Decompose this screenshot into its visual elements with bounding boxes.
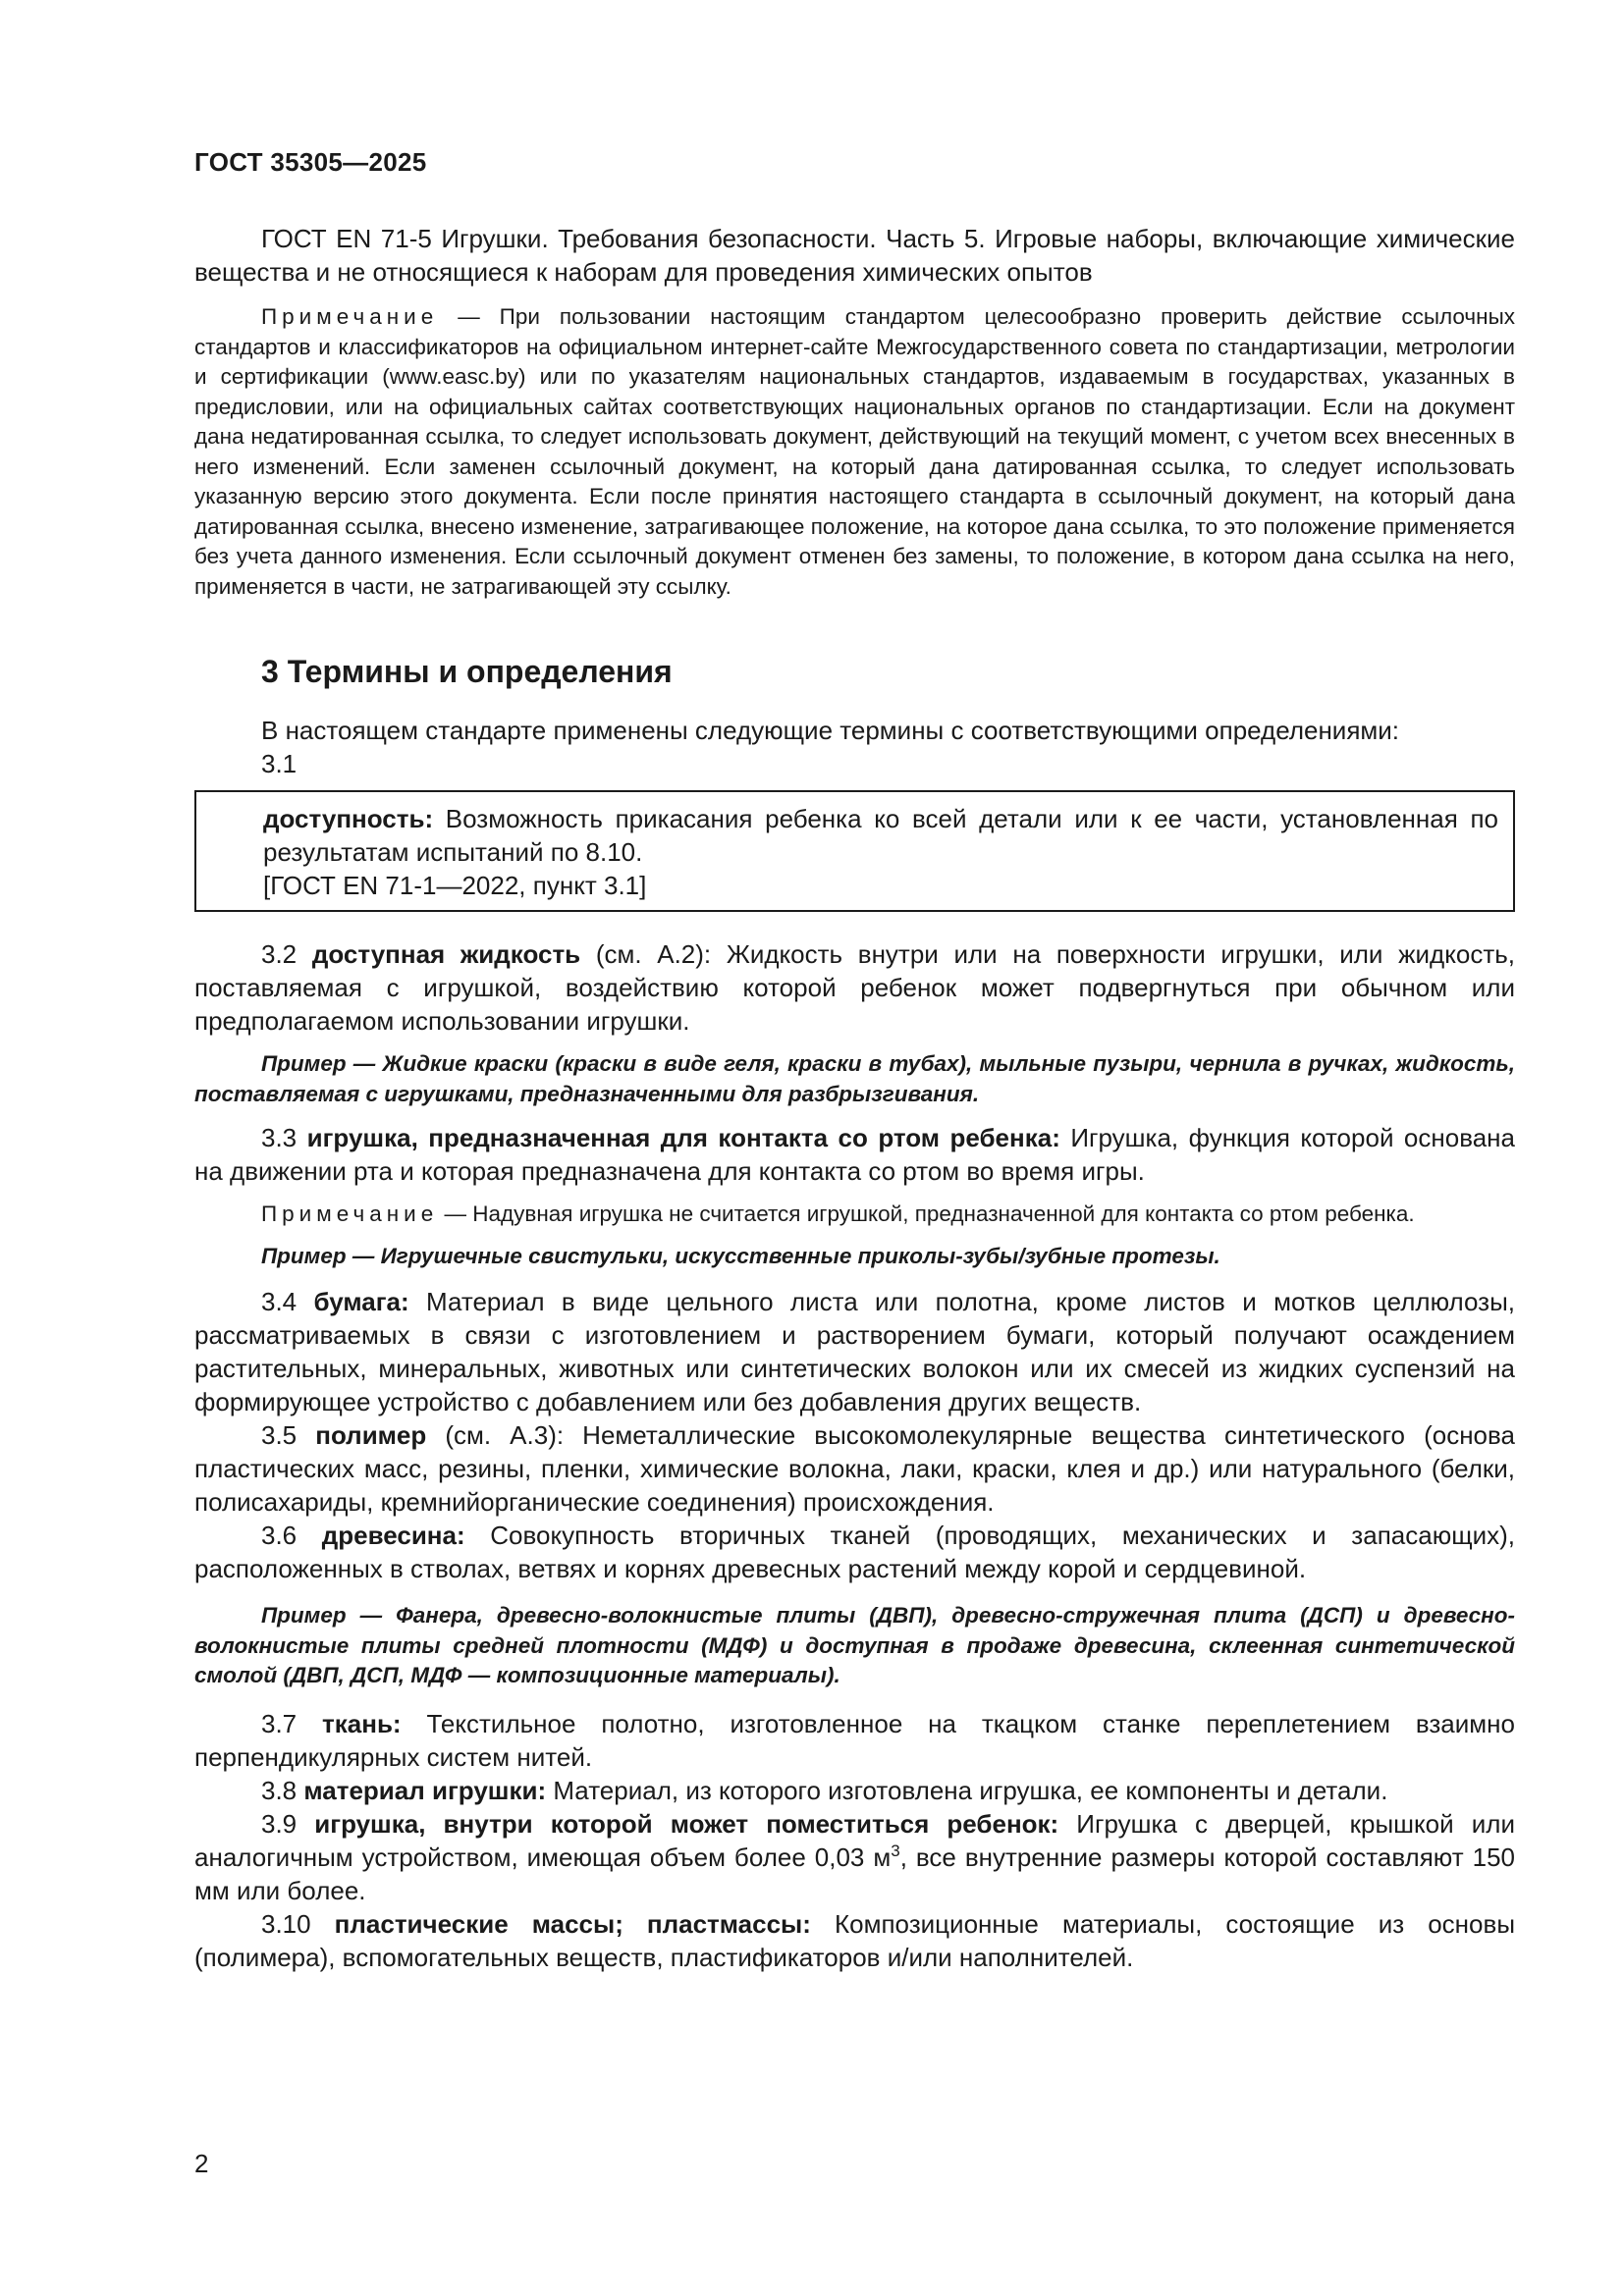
term-3-1-definition: Возможность прикасания ребенка ко всей детали или к ее части, установленная по результатам испытаний по 8.10. bbox=[263, 804, 1498, 867]
term-3-9-term: игрушка, внутри которой может поместиться ребенок: bbox=[314, 1808, 1059, 1839]
term-3-3-note-label: Примечание bbox=[261, 1201, 439, 1226]
term-3-2-term: доступная жидкость bbox=[311, 939, 581, 969]
reference-gost-en-71-5: ГОСТ EN 71-5 Игрушки. Требования безопасности. Часть 5. Игровые наборы, включающие химические вещества и не относящиеся к наборам для проведения химических опытов bbox=[194, 224, 1515, 287]
term-3-2-ref: (см. А.2): bbox=[580, 939, 712, 969]
term-3-8 bbox=[194, 1774, 1515, 1807]
term-3-5-definition: Неметаллические высокомолекулярные вещества синтетического (основа пластических масс, резины, пленки, химические волокна, лаки, краски, клея и др.) или натурального (белки, полисахариды, кремнийорганические соединения) происхождения. bbox=[194, 1420, 1515, 1517]
term-3-3 bbox=[194, 1121, 1515, 1188]
term-3-7-definition: Текстильное полотно, изготовленное на ткацком станке переплетением взаимно перпендикулярных систем нитей. bbox=[194, 1708, 1515, 1772]
term-3-1-number: 3.1 bbox=[261, 749, 298, 778]
term-3-5-number: 3.5 bbox=[261, 1420, 316, 1450]
document-header: ГОСТ 35305—2025 bbox=[194, 147, 427, 177]
term-3-9-definition-a: Игрушка с дверцей, крышкой или аналогичным устройством, имеющая объем более 0,03 м bbox=[194, 1808, 1515, 1872]
term-3-2-definition: Жидкость внутри или на поверхности игрушки, или жидкость, поставляемая с игрушкой, воздействию которой ребенок может подвергнуться при обычном или предполагаемом использовании игрушки. bbox=[194, 939, 1515, 1036]
term-3-8-definition: Материал, из которого изготовлена игрушка, ее компоненты и детали. bbox=[546, 1775, 1388, 1805]
term-3-4-term: бумага: bbox=[313, 1287, 409, 1316]
term-3-5-ref: (см. А.3): bbox=[426, 1420, 565, 1450]
term-3-10-term: пластические массы; пластмассы: bbox=[334, 1908, 811, 1939]
term-3-2-number: 3.2 bbox=[261, 939, 312, 969]
term-3-4-number: 3.4 bbox=[261, 1287, 314, 1316]
term-3-9 bbox=[194, 1807, 1515, 1907]
term-3-2 bbox=[194, 937, 1515, 1038]
term-3-3-note bbox=[194, 1200, 1515, 1230]
term-3-3-term: игрушка, предназначенная для контакта со ртом ребенка: bbox=[306, 1123, 1060, 1152]
term-3-5-term: полимер bbox=[315, 1420, 427, 1450]
term-3-1-source: [ГОСТ EN 71-1—2022, пункт 3.1] bbox=[263, 871, 647, 900]
note-label: Примечание bbox=[261, 304, 439, 329]
term-3-10 bbox=[194, 1907, 1515, 1974]
term-3-6-term: древесина: bbox=[321, 1521, 465, 1550]
term-3-9-definition-b: , все внутренние размеры которой составляют 150 мм или более. bbox=[194, 1842, 1515, 1905]
term-3-1-box bbox=[194, 790, 1515, 912]
term-3-10-number: 3.10 bbox=[261, 1908, 335, 1939]
term-3-3-definition: Игрушка, функция которой основана на движении рта и которая предназначена для контакта со ртом во время игры. bbox=[194, 1123, 1515, 1186]
term-3-5 bbox=[194, 1418, 1515, 1519]
term-3-1-term: доступность: bbox=[263, 804, 434, 833]
term-3-3-example: Пример — Игрушечные свистульки, искусственные приколы-зубы/зубные протезы. bbox=[261, 1243, 1220, 1268]
term-3-8-term: материал игрушки: bbox=[303, 1775, 547, 1805]
term-3-6-definition: Совокупность вторичных тканей (проводящих, механических и запасающих), расположенных в стволах, ветвях и корнях древесных растений между корой и сердцевиной. bbox=[194, 1521, 1515, 1583]
note-text: — При пользовании настоящим стандартом целесообразно проверить действие ссылочных стандартов и классификаторов на официальном интернет-сайте Межгосударственного совета по стандартизации, метрологии и сертификации (www.easc.by) или по указателям национальных стандартов, издаваемым в государствах, указанных в предисловии, или на официальных сайтах соответствующих национальных органов по стандартизации. Если на документ дана недатированная ссылка, то следует использовать документ, действующий на текущий момент, с учетом всех внесенных в него изменений. Если заменен ссылочный документ, на который дана датированная ссылка, то следует использовать указанную версию этого документа. Если после принятия настоящего стандарта в ссылочный документ, на который дана датированная ссылка, внесено изменение, затрагивающее положение, на которое дана ссылка, то это положение применяется без учета данного изменения. Если ссылочный документ отменен без замены, то положение, в котором дана ссылка на него, применяется в части, не затрагивающей эту ссылку. bbox=[194, 304, 1515, 599]
term-3-9-number: 3.9 bbox=[261, 1808, 315, 1839]
section-3-title: 3 Термины и определения bbox=[261, 654, 673, 689]
section-3-intro: В настоящем стандарте применены следующие термины с соответствующими определениями: bbox=[261, 716, 1400, 745]
term-3-9-superscript: 3 bbox=[891, 1841, 900, 1860]
note-references bbox=[194, 302, 1515, 602]
term-3-7-term: ткань: bbox=[322, 1708, 402, 1738]
term-3-3-number: 3.3 bbox=[261, 1123, 307, 1152]
term-3-7 bbox=[194, 1707, 1515, 1774]
term-3-7-number: 3.7 bbox=[261, 1708, 323, 1738]
term-3-4 bbox=[194, 1285, 1515, 1418]
document-content bbox=[194, 222, 1515, 1974]
term-3-3-note-text: — Надувная игрушка не считается игрушкой, предназначенной для контакта со ртом ребенка. bbox=[438, 1201, 1415, 1226]
term-3-1 bbox=[263, 802, 1498, 869]
page-number: 2 bbox=[194, 2149, 209, 2178]
term-3-2-example: Пример — Жидкие краски (краски в виде геля, краски в тубах), мыльные пузыри, чернила в ручках, жидкость, поставляемая с игрушками, предназначенными для разбрызгивания. bbox=[194, 1051, 1515, 1106]
term-3-6-number: 3.6 bbox=[261, 1521, 322, 1550]
term-3-4-definition: Материал в виде цельного листа или полотна, кроме листов и мотков целлюлозы, рассматриваемых в связи с изготовлением и растворением бумаги, который получают осаждением растительных, минеральных, животных или синтетических волокон или их смесей из жидких суспензий на формирующее устройство с добавлением или без добавления других веществ. bbox=[194, 1287, 1515, 1416]
term-3-8-number: 3.8 bbox=[261, 1775, 304, 1805]
term-3-10-definition: Композиционные материалы, состоящие из основы (полимера), вспомогательных веществ, пластификаторов и/или наполнителей. bbox=[194, 1908, 1516, 1972]
term-3-6-example: Пример — Фанера, древесно-волокнистые плиты (ДВП), древесно-стружечная плита (ДСП) и древесно-волокнистые плиты средней плотности (МДФ) и доступная в продаже древесина, склеенная синтетической смолой (ДВП, ДСП, МДФ — композиционные материалы). bbox=[194, 1603, 1515, 1687]
term-3-6 bbox=[194, 1519, 1515, 1585]
